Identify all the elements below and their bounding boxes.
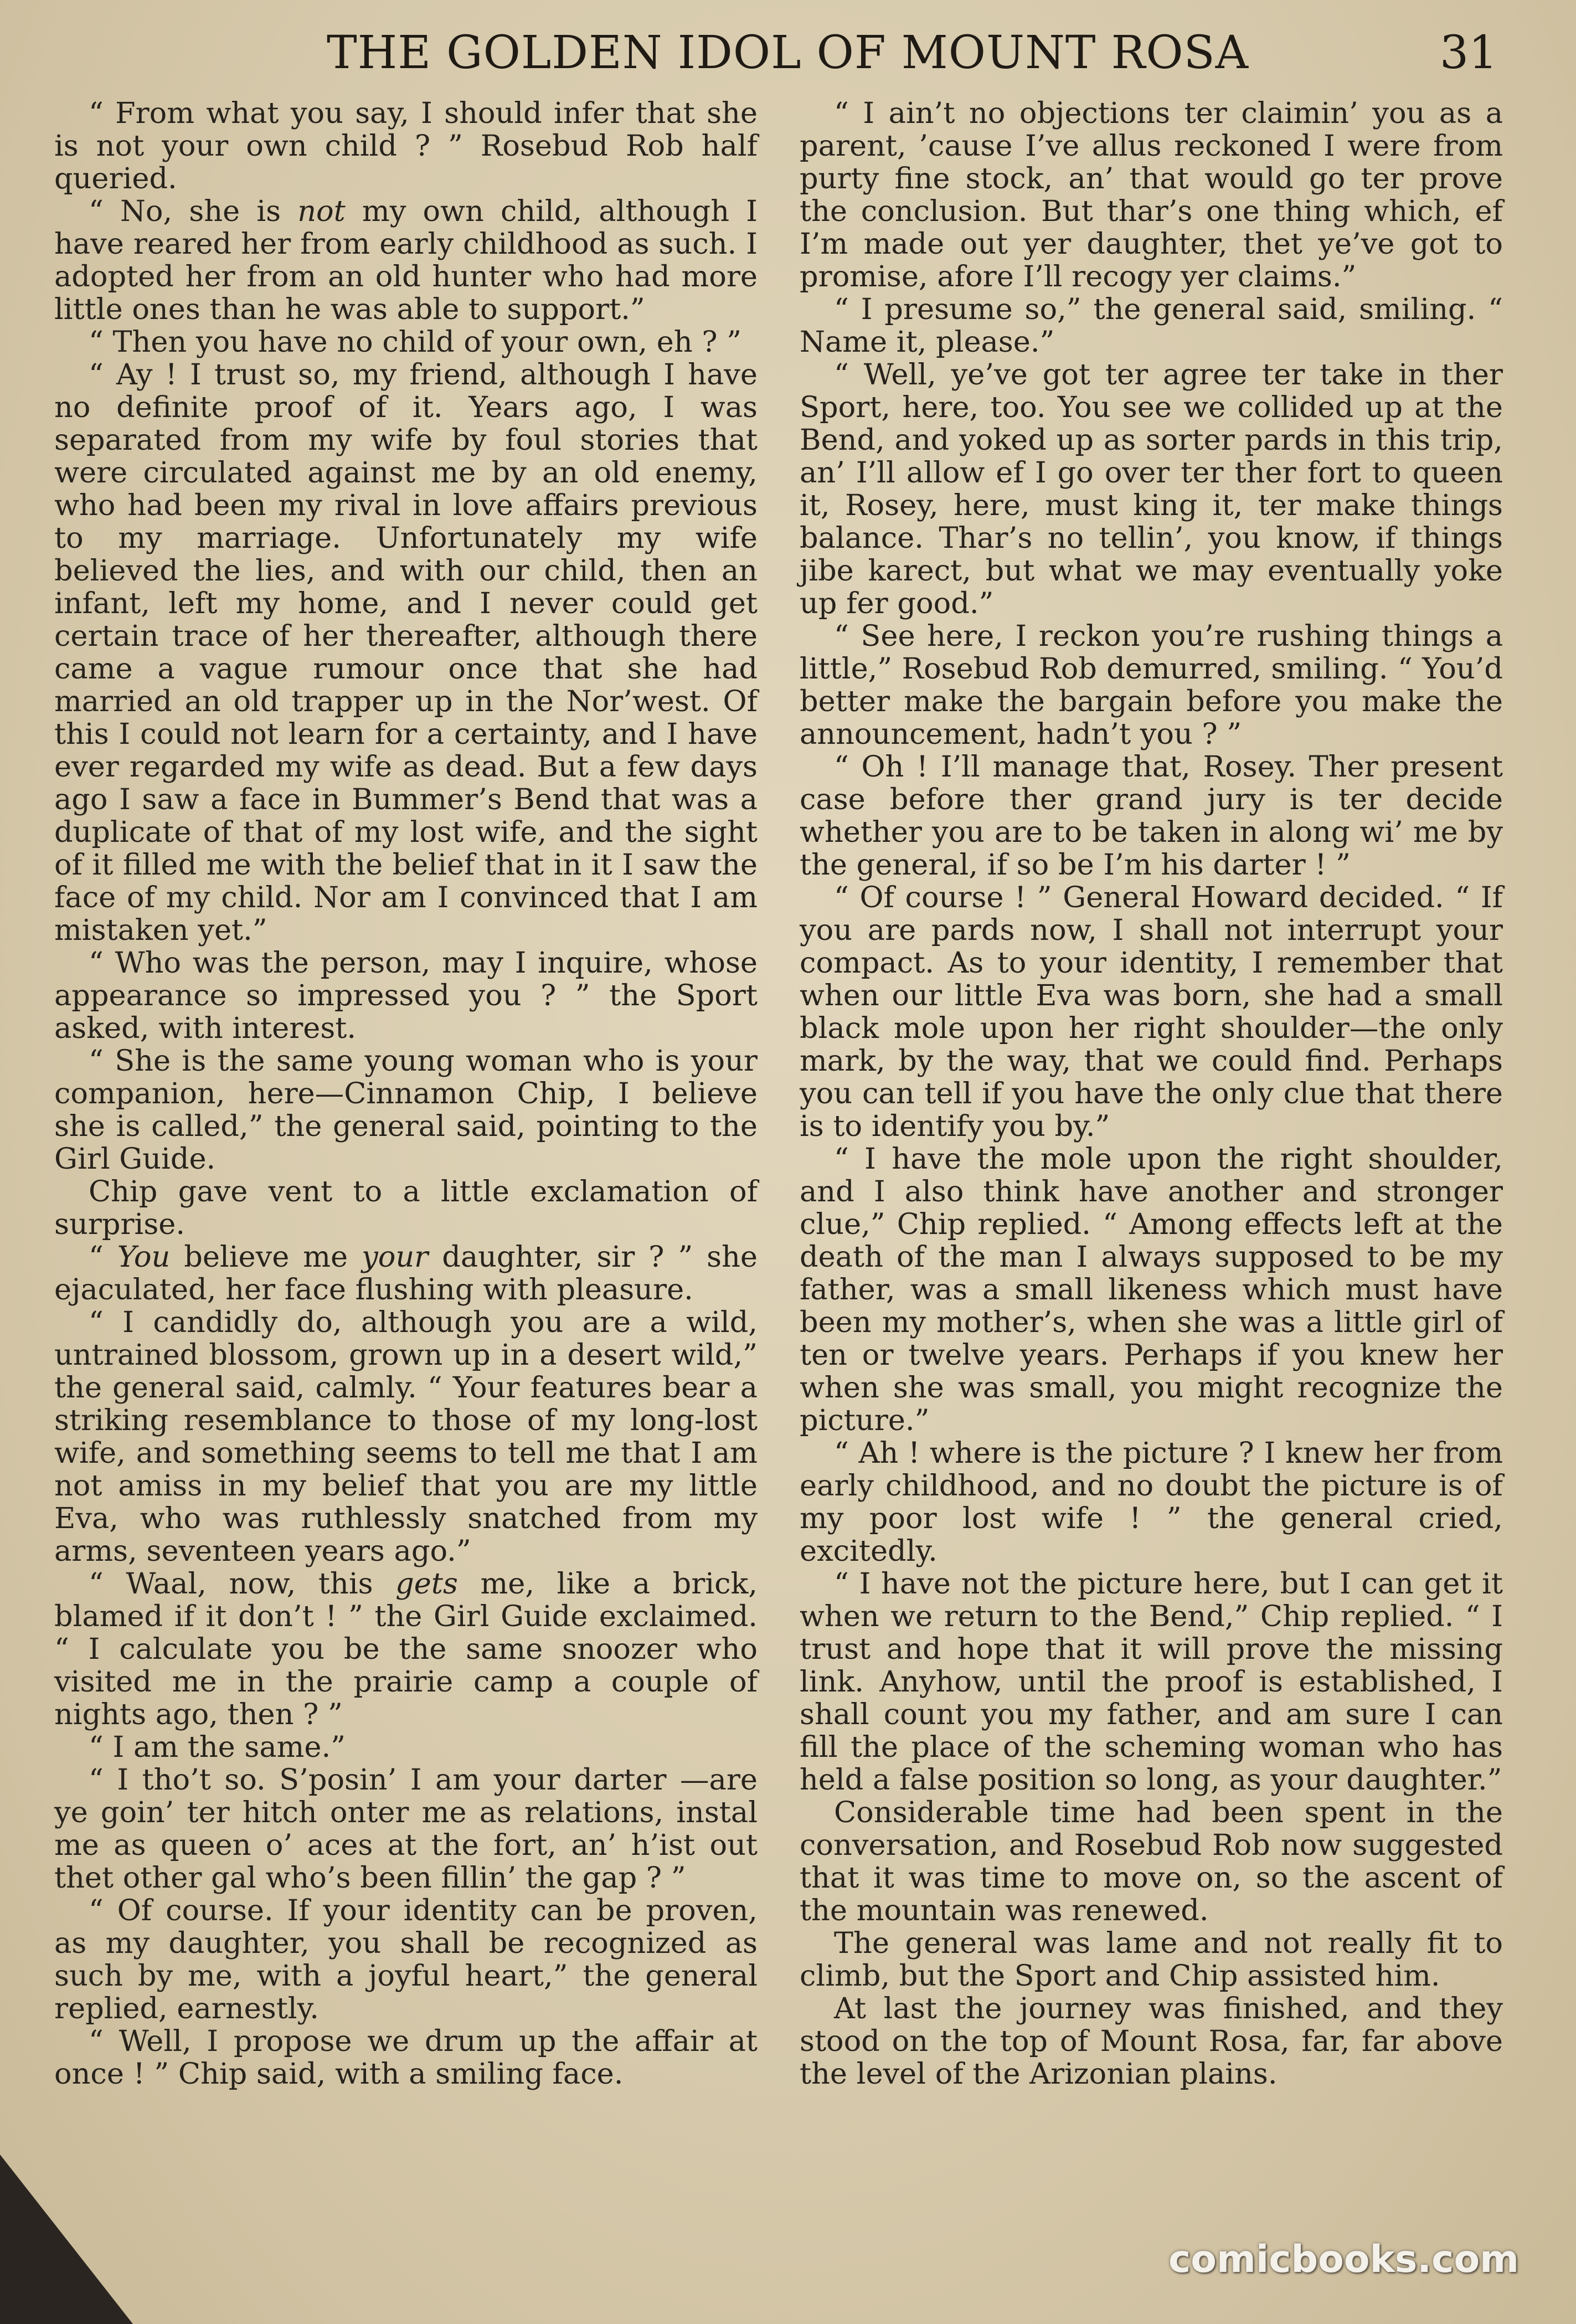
paragraph: “ From what you say, I should infer that she is not your own child ? ” Rosebud Rob half queried. [54,96,758,196]
paragraph: “ Ah ! where is the picture ? I knew her from early childhood, and no doubt the picture is of my poor lost wife ! ” the general cried, excitedly. [800,1436,1503,1568]
page-number: 31 [1440,27,1498,79]
left-column [54,97,758,2202]
paragraph: “ Of course. If your identity can be proven, as my daughter, you shall be recognized as such by me, with a joyful heart,” the general replied, earnestly. [54,1894,758,2025]
paragraph: “ Then you have no child of your own, eh ? ” [89,325,741,359]
paragraph: The general was lame and not really fit to climb, but the Sport and Chip assisted him. [800,1926,1503,1993]
paragraph: “ Well, I propose we drum up the affair at once ! ” Chip said, with a smiling face. [54,2024,758,2091]
paragraph: “ Waal, now, this gets me, like a brick, blamed if it don’t ! ” the Girl Guide exclaimed. “ I calculate you be the same snoozer who visited me in the prairie camp a couple of nights ago, then ? ” [54,1567,758,1731]
paragraph: Chip gave vent to a little exclamation of surprise. [54,1175,758,1241]
paragraph: “ Oh ! I’ll manage that, Rosey. Ther present case before ther grand jury is ter decide whether you are to be taken in along wi’ me by the general, if so be I’m his darter ! ” [800,750,1503,882]
paragraph: “ I candidly do, although you are a wild, untrained blossom, grown up in a desert wild,” the general said, calmly. “ Your features bear a striking resemblance to those of my long-lost wife, and something seems to tell me that I am not amiss in my belief that you are my little Eva, who was ruthlessly snatched from my arms, seventeen years ago.” [54,1305,758,1568]
paragraph: “ Well, ye’ve got ter agree ter take in ther Sport, here, too. You see we collided up at the Bend, and yoked up as sorter pards in this trip, an’ I’ll allow ef I go over ter ther fort to queen it, Rosey, here, must king it, ter make things balance. Thar’s no tellin’, you know, if things jibe karect, but what we may eventually yoke up fer good.” [800,358,1503,620]
paragraph: “ I have not the picture here, but I can get it when we return to the Bend,” Chip replied. “ I trust and hope that it will prove the missing link. Anyhow, until the proof is established, I shall count you my father, and am sure I can fill the place of the scheming woman who has held a false position so long, as your daughter.” [800,1567,1503,1797]
paragraph: “ I tho’t so. S’posin’ I am your darter —are ye goin’ ter hitch onter me as relations, instal me as queen o’ aces at the fort, an’ h’ist out thet other gal who’s been fillin’ the gap ? ” [54,1763,758,1895]
paragraph: At last the journey was finished, and they stood on the top of Mount Rosa, far, far above the level of the Arizonian plains. [800,1992,1503,2091]
paragraph: “ Ay ! I trust so, my friend, although I have no definite proof of it. Years ago, I was separated from my wife by foul stories that were circulated against me by an old enemy, who had been my rival in love affairs previous to my marriage. Unfortunately my wife believed the lies, and with our child, then an infant, left my home, and I never could get certain trace of her thereafter, although there came a vague rumour once that she had married an old trapper up in the Nor’west. Of this I could not learn for a certainty, and I have ever regarded my wife as dead. But a few days ago I saw a face in Bummer’s Bend that was a duplicate of that of my lost wife, and the sight of it filled me with the belief that in it I saw the face of my child. Nor am I convinced that I am mistaken yet.” [54,358,758,947]
paragraph: “ Of course ! ” General Howard decided. “ If you are pards now, I shall not interrupt your compact. As to your identity, I remember that when our little Eva was born, she had a small black mole upon her right shoulder—the only mark, by the way, that we could find. Perhaps you can tell if you have the only clue that there is to identify you by.” [800,881,1503,1143]
right-column [800,97,1503,2202]
paragraph: “ I am the same.” [89,1730,346,1764]
paragraph: “ You believe me your daughter, sir ? ” she ejaculated, her face flushing with pleasure. [54,1240,758,1307]
paragraph: Considerable time had been spent in the conversation, and Rosebud Rob now suggested that it was time to move on, so the ascent of the mountain was renewed. [800,1796,1503,1927]
paragraph: “ Who was the person, may I inquire, whose appearance so impressed you ? ” the Sport asked, with interest. [54,946,758,1045]
running-title: THE GOLDEN IDOL OF MOUNT ROSA [327,27,1249,79]
watermark: comicbooks.com [1168,2238,1520,2281]
paragraph: “ No, she is not my own child, although I have reared her from early childhood as such. I adopted her from an old hunter who had more little ones than he was able to support.” [54,194,758,326]
paragraph: “ See here, I reckon you’re rushing things a little,” Rosebud Rob demurred, smiling. “ You’d better make the bargain before you make the announcement, hadn’t you ? ” [800,619,1503,751]
paragraph: “ She is the same young woman who is your companion, here—Cinnamon Chip, I believe she is called,” the general said, pointing to the Girl Guide. [54,1044,758,1176]
page-corner-shadow [0,2155,133,2324]
paragraph: “ I ain’t no objections ter claimin’ you as a parent, ’cause I’ve allus reckoned I were from purty fine stock, an’ that would go ter prove the conclusion. But thar’s one thing which, ef I’m made out yer daughter, thet ye’ve got to promise, afore I’ll recogy yer claims.” [800,96,1503,294]
paragraph: “ I presume so,” the general said, smiling. “ Name it, please.” [800,292,1503,359]
page-header [0,22,1576,105]
paragraph: “ I have the mole upon the right shoulder, and I also think have another and stronger clue,” Chip replied. “ Among effects left at the death of the man I always supposed to be my father, was a small likeness which must have been my mother’s, when she was a little girl of ten or twelve years. Perhaps if you knew her when she was small, you might recognize the picture.” [800,1142,1503,1437]
